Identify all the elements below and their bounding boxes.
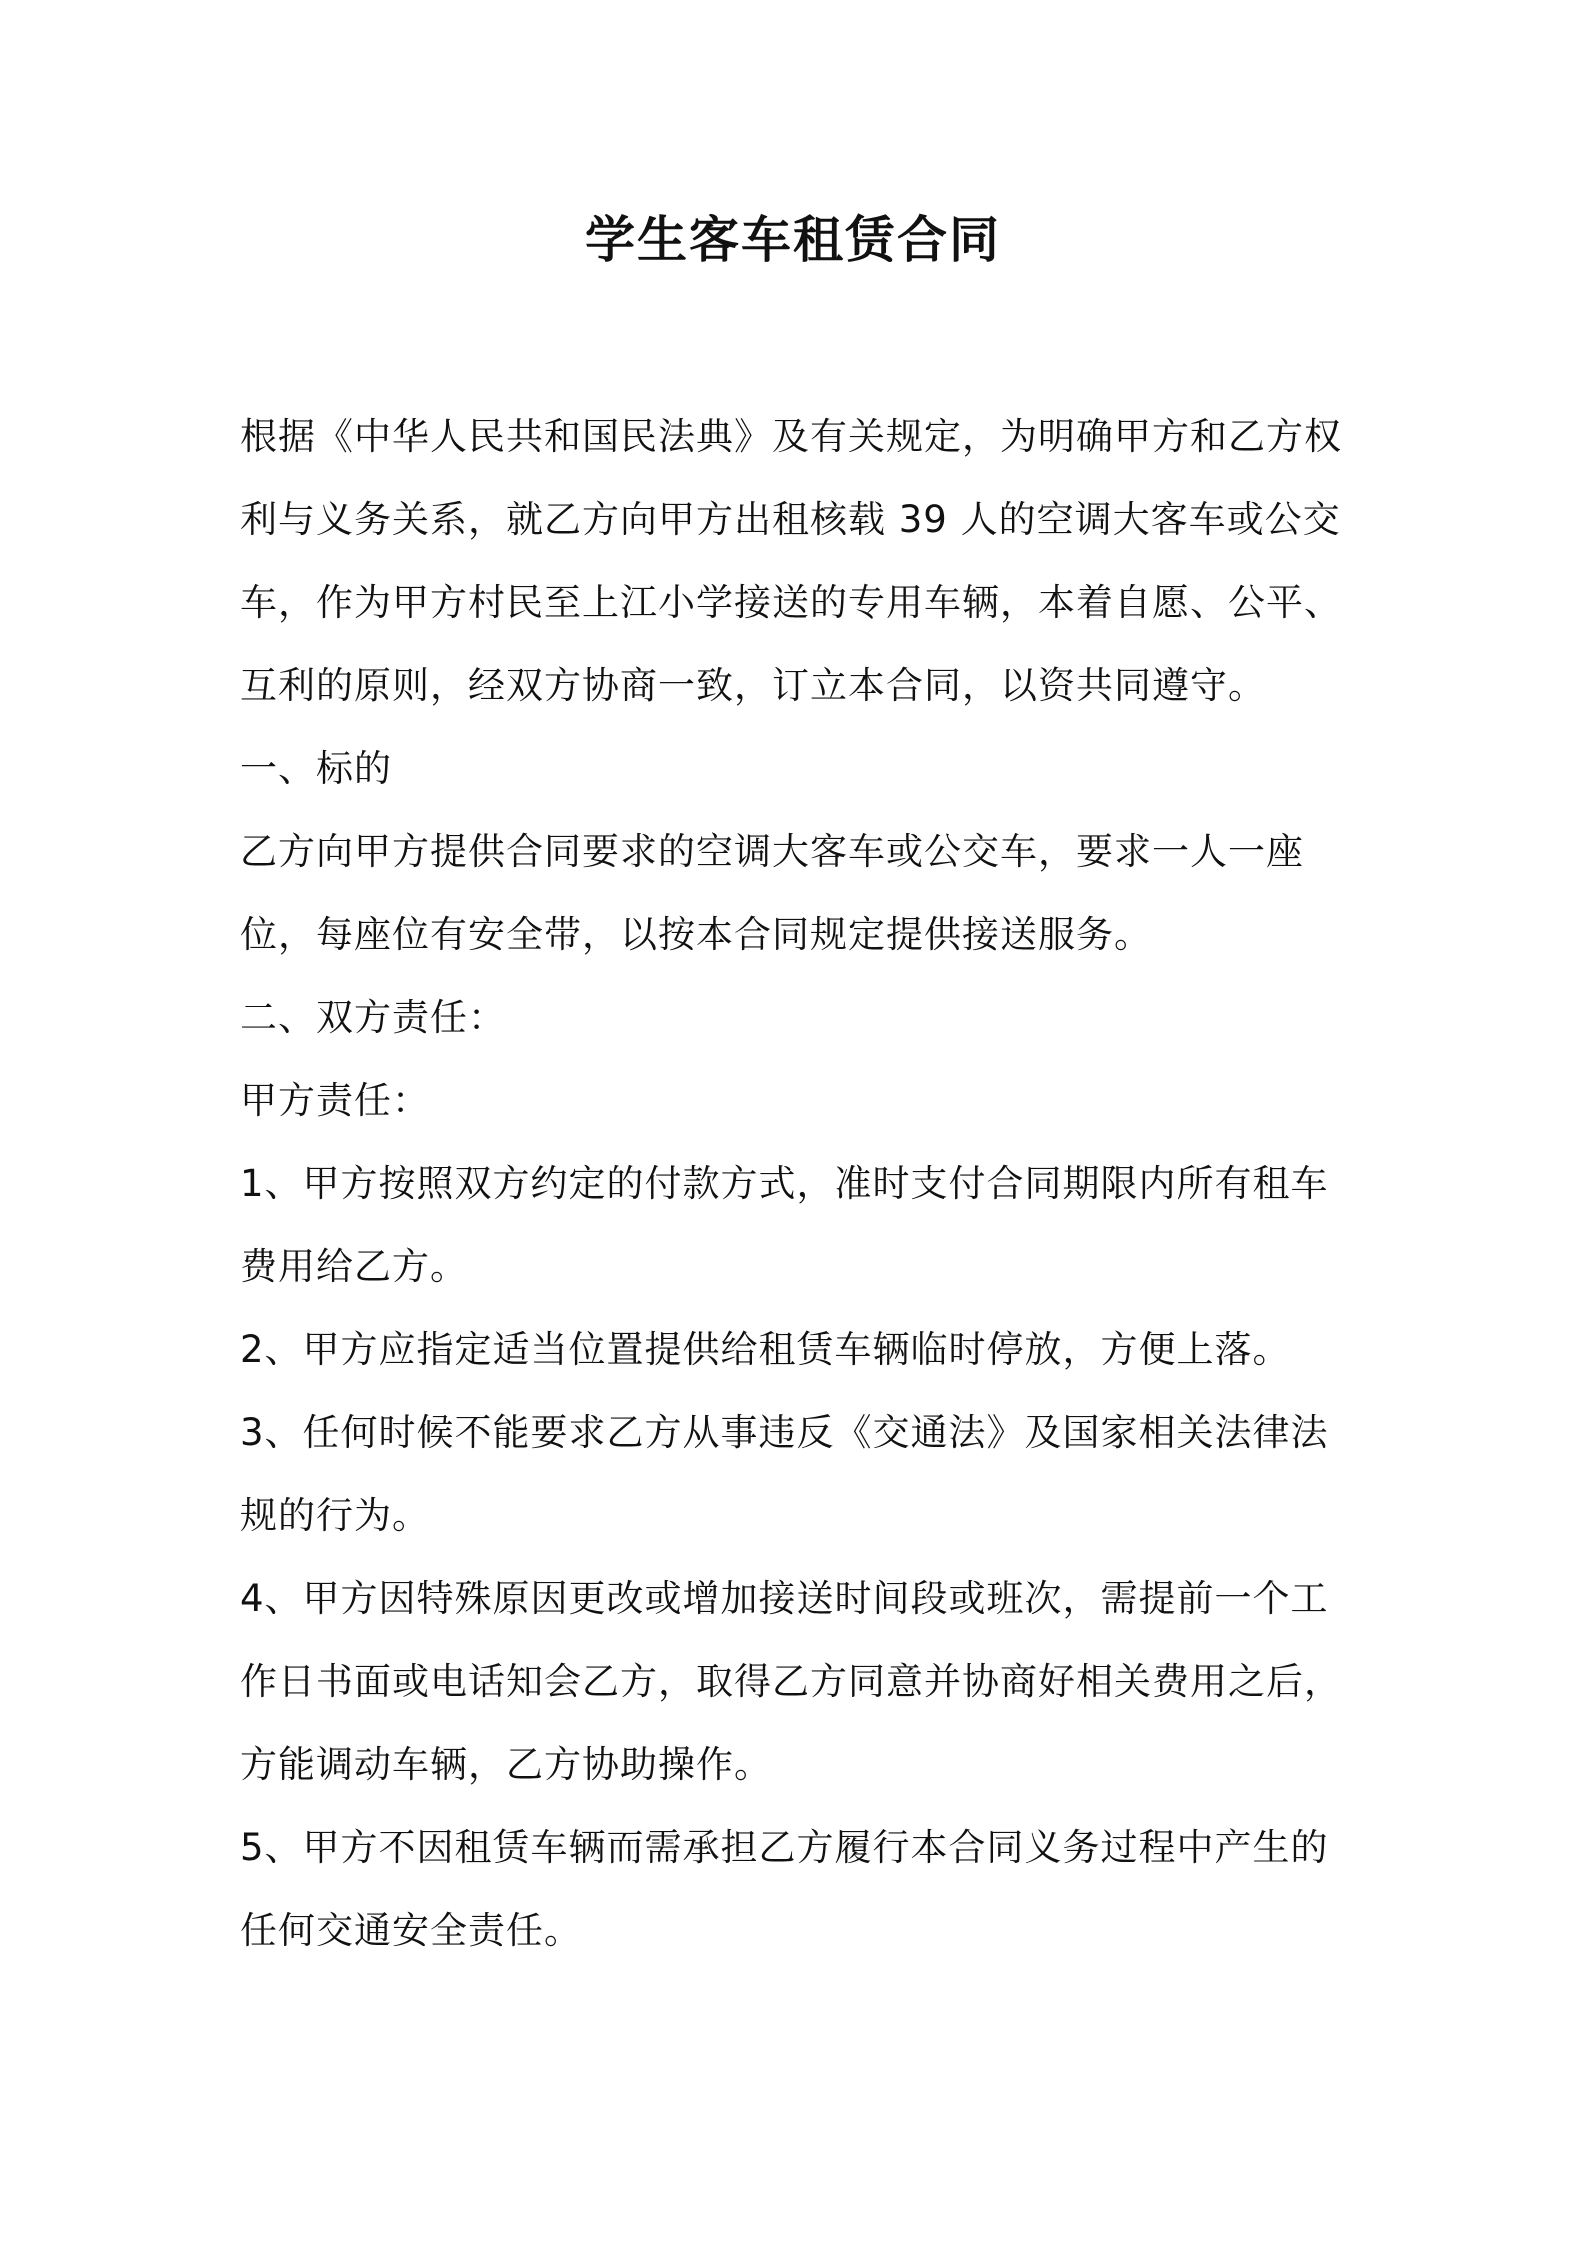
clause-3: 3、任何时候不能要求乙方从事违反《交通法》及国家相关法律法规的行为。 — [240, 1411, 1329, 1537]
preamble-paragraph: 根据《中华人民共和国民法典》及有关规定，为明确甲方和乙方权利与义务关系，就乙方向甲方出租核载 39 人的空调大客车或公交车，作为甲方村民至上江小学接送的专用车辆，本着自愿、公平、互利的原则，经双方协商一致，订立本合同，以资共同遵守。 — [240, 415, 1342, 707]
clause-1: 1、甲方按照双方约定的付款方式，准时支付合同期限内所有租车费用给乙方。 — [240, 1162, 1329, 1288]
document-title: 学生客车租赁合同 — [585, 211, 1001, 269]
document-body — [240, 395, 1355, 1972]
party-a-responsibilities-heading: 甲方责任： — [240, 1079, 430, 1122]
clause-5: 5、甲方不因租赁车辆而需承担乙方履行本合同义务过程中产生的任何交通安全责任。 — [240, 1826, 1329, 1952]
section-heading-subject: 一、标的 — [240, 747, 392, 790]
clause-2: 2、甲方应指定适当位置提供给租赁车辆临时停放，方便上落。 — [240, 1328, 1291, 1371]
subject-paragraph: 乙方向甲方提供合同要求的空调大客车或公交车，要求一人一座位，每座位有安全带，以按本合同规定提供接送服务。 — [240, 830, 1304, 956]
section-heading-responsibilities: 二、双方责任： — [240, 996, 506, 1039]
clause-4: 4、甲方因特殊原因更改或增加接送时间段或班次，需提前一个工作日书面或电话知会乙方，取得乙方同意并协商好相关费用之后，方能调动车辆，乙方协助操作。 — [240, 1577, 1342, 1786]
